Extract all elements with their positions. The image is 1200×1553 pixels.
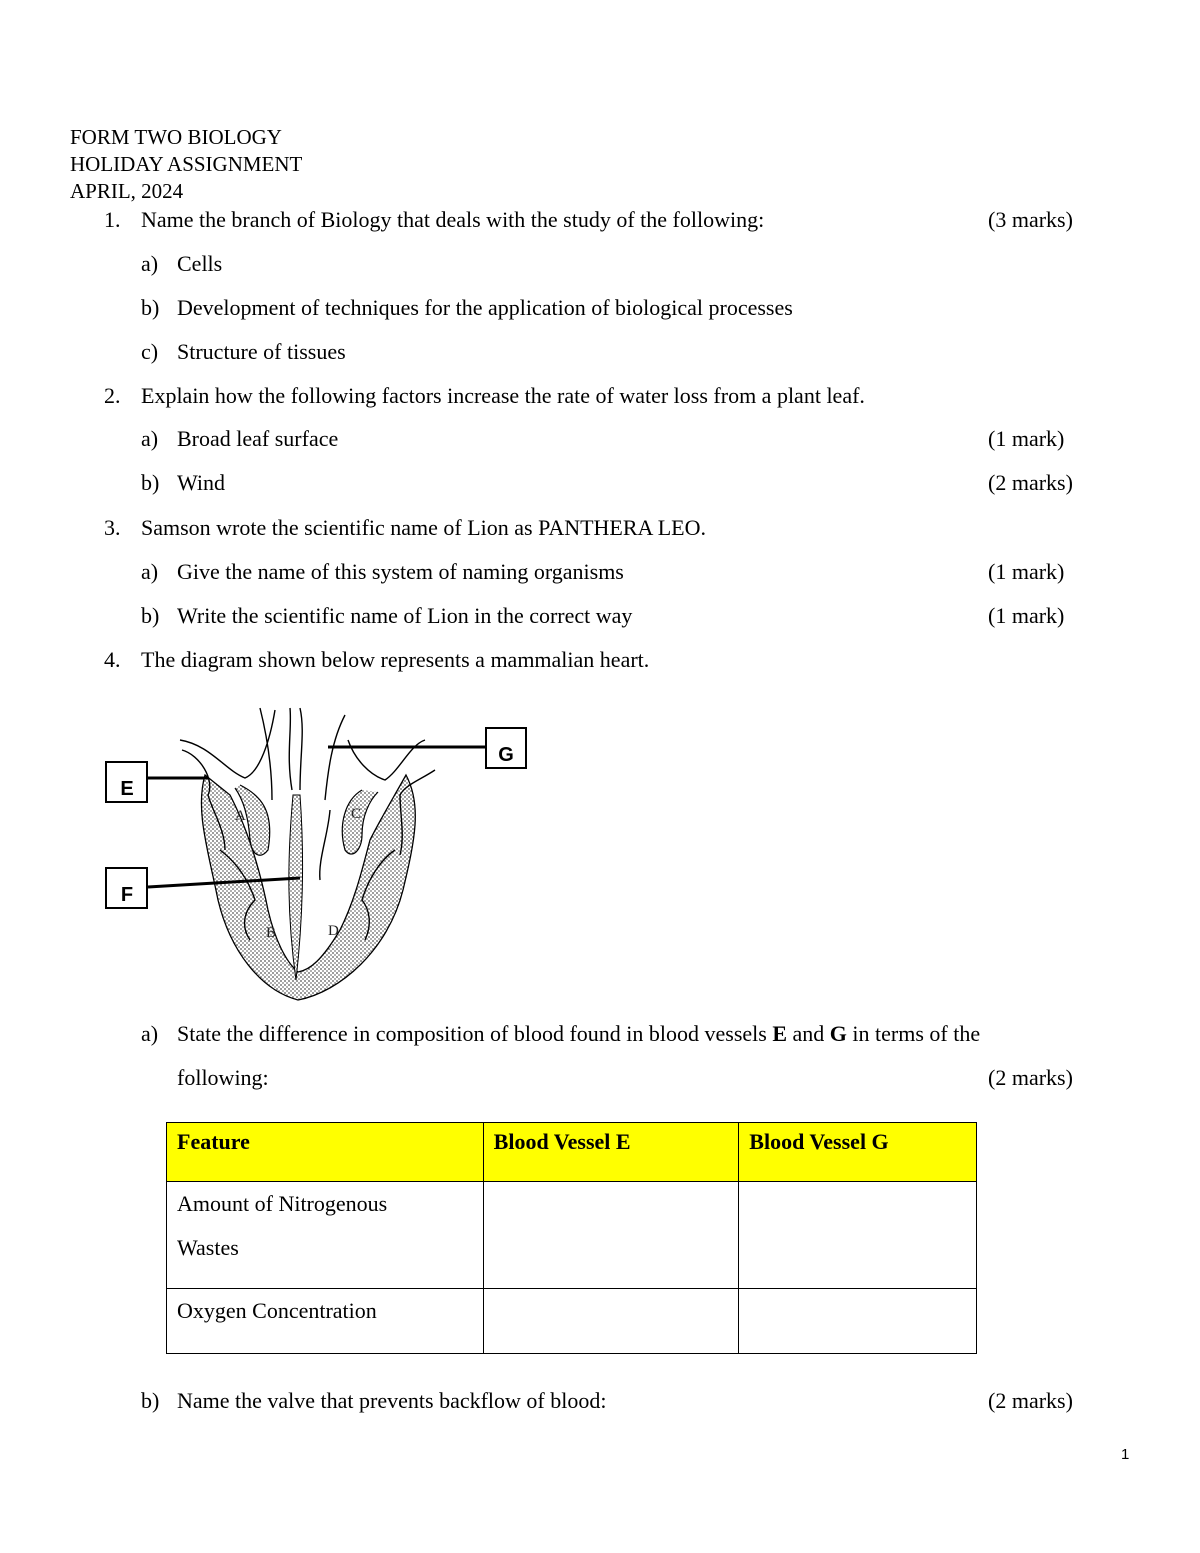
table-cell-feature xyxy=(167,1182,484,1289)
q3b-text: Write the scientific name of Lion in the correct way xyxy=(177,603,633,628)
vessel-left-upper xyxy=(180,710,275,778)
feature-line2: Wastes xyxy=(177,1235,239,1260)
q1c-letter: c) xyxy=(141,339,159,364)
table-cell-vessel-g[interactable] xyxy=(739,1182,977,1289)
q1a-text: Cells xyxy=(177,251,223,276)
page-number: 1 xyxy=(1121,1446,1130,1463)
q1a-letter: a) xyxy=(141,251,159,276)
q2a-letter: a) xyxy=(141,426,159,451)
q4a-text-mid: and xyxy=(787,1021,830,1046)
chamber-label-c: C xyxy=(351,806,362,822)
aorta-right-edge xyxy=(325,715,345,800)
q2-number: 2. xyxy=(104,383,121,408)
q4a-letter: a) xyxy=(141,1021,159,1046)
q4a-text-after: in terms of the xyxy=(846,1021,981,1046)
feature-line1: Amount of Nitrogenous xyxy=(177,1191,388,1216)
q4a-text xyxy=(177,1021,980,1047)
q4a-text-line2: following: xyxy=(177,1065,269,1090)
q4a-bold-e: E xyxy=(772,1021,788,1046)
q4b-text: Name the valve that prevents backflow of blood: xyxy=(177,1388,607,1413)
table-cell-vessel-e[interactable] xyxy=(483,1182,739,1289)
label-box-e xyxy=(106,762,147,802)
q1-marks: (3 marks) xyxy=(988,207,1073,232)
q1b-text: Development of techniques for the application of biological processes xyxy=(177,295,793,320)
q1b-letter: b) xyxy=(141,295,160,320)
q3a-marks: (1 mark) xyxy=(988,559,1065,584)
q4a-text-before: State the difference in composition of blood found in blood vessels xyxy=(177,1021,773,1046)
q4-text: The diagram shown below represents a mammalian heart. xyxy=(141,647,650,672)
q3b-marks: (1 mark) xyxy=(988,603,1065,628)
q4a-bold-g: G xyxy=(829,1021,847,1046)
q2a-text: Broad leaf surface xyxy=(177,426,339,451)
q3b-letter: b) xyxy=(141,603,160,628)
table-row xyxy=(167,1289,977,1354)
q2b-letter: b) xyxy=(141,470,160,495)
label-e: E xyxy=(120,778,134,800)
q3a-letter: a) xyxy=(141,559,159,584)
header-date: APRIL, 2024 xyxy=(70,179,184,203)
q2b-marks: (2 marks) xyxy=(988,470,1073,495)
table-header-row xyxy=(167,1123,977,1182)
table-header-vessel-e: Blood Vessel E xyxy=(483,1123,739,1182)
table-cell-feature: Oxygen Concentration xyxy=(167,1289,484,1354)
mammalian-heart-diagram xyxy=(100,700,540,1010)
aorta-left-edge xyxy=(260,708,272,800)
vessel-right-mid xyxy=(320,810,330,880)
table-header-vessel-g: Blood Vessel G xyxy=(739,1123,977,1182)
table-cell-vessel-g[interactable] xyxy=(739,1289,977,1354)
table-row xyxy=(167,1182,977,1289)
heart-outer-wall xyxy=(201,775,415,1000)
label-f: F xyxy=(120,884,134,906)
chamber-label-d: D xyxy=(328,923,339,939)
q1-number: 1. xyxy=(104,207,121,232)
q2b-text: Wind xyxy=(177,470,225,495)
label-box-f xyxy=(106,868,147,908)
aorta-inner-right xyxy=(300,708,302,790)
q2a-marks: (1 mark) xyxy=(988,426,1065,451)
chamber-label-a: A xyxy=(235,808,246,824)
q4b-marks: (2 marks) xyxy=(988,1388,1073,1413)
q1c-text: Structure of tissues xyxy=(177,339,346,364)
q4a-marks: (2 marks) xyxy=(988,1065,1073,1090)
table-cell-vessel-e[interactable] xyxy=(483,1289,739,1354)
header-subject: FORM TWO BIOLOGY xyxy=(70,125,282,149)
q4-number: 4. xyxy=(104,647,121,672)
q2-text: Explain how the following factors increase the rate of water loss from a plant leaf. xyxy=(141,383,865,408)
header-title: HOLIDAY ASSIGNMENT xyxy=(70,152,303,176)
q3-number: 3. xyxy=(104,515,121,540)
chamber-label-b: B xyxy=(266,925,277,941)
q4b-letter: b) xyxy=(141,1388,160,1413)
heart-septum xyxy=(289,795,303,980)
table-header-feature: Feature xyxy=(167,1123,484,1182)
label-g: G xyxy=(498,744,514,766)
q3-text: Samson wrote the scientific name of Lion as PANTHERA LEO. xyxy=(141,515,706,540)
label-box-g xyxy=(486,728,526,768)
blood-vessel-comparison-table xyxy=(166,1122,977,1354)
q1-text: Name the branch of Biology that deals with the study of the following: xyxy=(141,207,765,232)
q3a-text: Give the name of this system of naming organisms xyxy=(177,559,624,584)
aorta-inner-left xyxy=(289,708,292,790)
